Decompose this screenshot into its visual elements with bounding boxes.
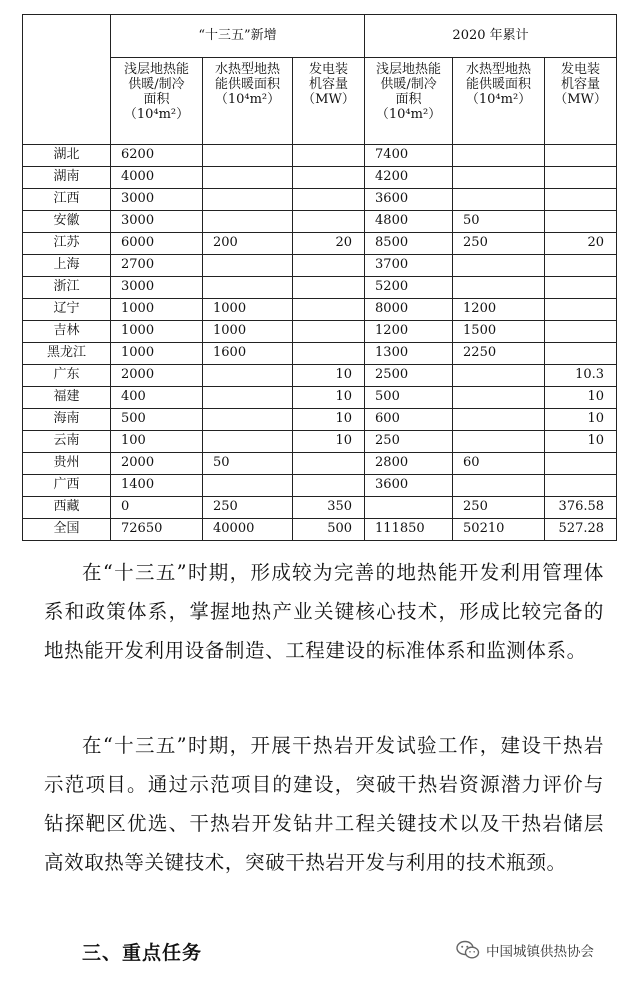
province-cell: 吉林 [23,321,111,343]
value-cell [545,167,617,189]
value-cell: 1000 [111,299,203,321]
value-cell: 376.58 [545,497,617,519]
value-cell: 20 [293,233,365,255]
value-cell: 1400 [111,475,203,497]
table-row [23,343,617,365]
value-cell: 1000 [203,299,293,321]
column-header-line: （10⁴m²） [465,91,532,107]
value-cell [453,167,545,189]
value-cell: 10.3 [545,365,617,387]
table-row [23,365,617,387]
value-cell: 500 [365,387,453,409]
value-cell: 0 [111,497,203,519]
value-cell [293,255,365,277]
column-header-line: 浅层地热能 [123,62,189,77]
province-cell: 江西 [23,189,111,211]
table-row [23,453,617,475]
value-cell: 10 [545,387,617,409]
column-header-line: （MW） [302,91,355,107]
column-header [111,58,203,145]
value-cell [545,299,617,321]
column-header-line: （10⁴m²） [214,91,281,107]
value-cell: 10 [545,431,617,453]
wechat-icon [456,940,480,960]
column-header-line: （10⁴m²） [375,106,442,122]
value-cell: 3000 [111,211,203,233]
column-header-line: 机容量 [561,76,601,92]
geothermal-table [22,14,617,541]
province-cell: 广东 [23,365,111,387]
value-cell: 8000 [365,299,453,321]
table-row [23,475,617,497]
table-row [23,409,617,431]
province-cell: 湖南 [23,167,111,189]
value-cell: 2250 [453,343,545,365]
value-cell: 10 [545,409,617,431]
value-cell: 50210 [453,519,545,541]
province-cell: 上海 [23,255,111,277]
watermark [456,940,594,960]
table-row [23,277,617,299]
value-cell [293,189,365,211]
table-row [23,519,617,541]
value-cell: 40000 [203,519,293,541]
table-row [23,145,617,167]
value-cell [545,343,617,365]
value-cell [203,211,293,233]
column-header-line: 面积 [395,91,422,107]
province-cell: 全国 [23,519,111,541]
value-cell [293,475,365,497]
value-cell [453,189,545,211]
paragraph-2: 在“十三五”时期，开展干热岩开发试验工作，建设干热岩示范项目。通过示范项目的建设，突破干热岩资源潜力评价与钻探靶区优选、干热岩开发钻井工程关键技术以及干热岩储层高效取热等关键技术，突破干热岩开发与利用的技术瓶颈。 [44,734,604,874]
column-header-line: （10⁴m²） [123,106,190,122]
province-cell: 贵州 [23,453,111,475]
column-header-line: 浅层地热能 [376,62,442,77]
column-header-line: 水热型地热 [466,62,532,77]
table-row [23,497,617,519]
column-header-line: （MW） [554,91,607,107]
value-cell [293,277,365,299]
province-cell: 云南 [23,431,111,453]
province-cell: 福建 [23,387,111,409]
table-row [23,167,617,189]
province-cell: 海南 [23,409,111,431]
group-header-new: “十三五”新增 [111,15,365,58]
value-cell [203,145,293,167]
value-cell: 72650 [111,519,203,541]
value-cell: 250 [365,431,453,453]
table-row [23,233,617,255]
value-cell: 2000 [111,365,203,387]
value-cell: 8500 [365,233,453,255]
value-cell [545,321,617,343]
column-header [453,58,545,145]
value-cell: 10 [293,409,365,431]
value-cell: 500 [293,519,365,541]
value-cell: 250 [203,497,293,519]
column-header-line: 发电装 [309,62,349,77]
value-cell: 200 [203,233,293,255]
column-header-line: 发电装 [561,62,601,77]
value-cell: 1000 [111,343,203,365]
province-cell: 西藏 [23,497,111,519]
value-cell [293,211,365,233]
value-cell: 3600 [365,475,453,497]
value-cell: 1000 [203,321,293,343]
value-cell: 350 [293,497,365,519]
table-row [23,255,617,277]
value-cell: 10 [293,387,365,409]
value-cell: 6200 [111,145,203,167]
column-header [203,58,293,145]
table-corner-cell [23,15,111,145]
column-header-line: 能供暖面积 [214,76,280,92]
province-cell: 安徽 [23,211,111,233]
value-cell: 60 [453,453,545,475]
column-header-line: 能供暖面积 [466,76,532,92]
value-cell: 4800 [365,211,453,233]
value-cell [545,255,617,277]
value-cell [203,167,293,189]
value-cell: 3000 [111,277,203,299]
value-cell [203,189,293,211]
column-header-line: 供暖/制冷 [128,76,185,92]
column-header-line: 面积 [143,91,170,107]
value-cell [203,387,293,409]
value-cell: 1600 [203,343,293,365]
section-heading: 三、重点任务 [82,942,203,964]
value-cell [545,277,617,299]
table-row [23,431,617,453]
value-cell [203,431,293,453]
value-cell [203,255,293,277]
value-cell [293,167,365,189]
value-cell: 10 [293,365,365,387]
value-cell: 7400 [365,145,453,167]
value-cell: 6000 [111,233,203,255]
value-cell: 10 [293,431,365,453]
paragraph-1: 在“十三五”时期，形成较为完善的地热能开发利用管理体系和政策体系，掌握地热产业关键核心技术，形成比较完备的地热能开发利用设备制造、工程建设的标准体系和监测体系。 [44,561,604,662]
value-cell: 50 [203,453,293,475]
value-cell [545,475,617,497]
value-cell: 250 [453,497,545,519]
value-cell: 2000 [111,453,203,475]
value-cell: 1500 [453,321,545,343]
table-row [23,387,617,409]
province-cell: 黑龙江 [23,343,111,365]
value-cell: 20 [545,233,617,255]
column-header-line: 机容量 [309,76,349,92]
value-cell [365,497,453,519]
value-cell: 1200 [453,299,545,321]
column-header [293,58,365,145]
value-cell [453,145,545,167]
value-cell [545,453,617,475]
value-cell [545,211,617,233]
value-cell: 1200 [365,321,453,343]
value-cell: 600 [365,409,453,431]
table-row [23,189,617,211]
value-cell: 100 [111,431,203,453]
value-cell: 4000 [111,167,203,189]
value-cell: 3000 [111,189,203,211]
value-cell [293,299,365,321]
value-cell [545,145,617,167]
column-header [365,58,453,145]
watermark-text: 中国城镇供热协会 [486,944,594,960]
table-row [23,299,617,321]
value-cell [203,365,293,387]
value-cell: 527.28 [545,519,617,541]
value-cell: 1300 [365,343,453,365]
province-cell: 江苏 [23,233,111,255]
value-cell [203,475,293,497]
value-cell [453,365,545,387]
group-header-total: 2020 年累计 [365,15,617,58]
value-cell: 2700 [111,255,203,277]
value-cell [453,277,545,299]
province-cell: 广西 [23,475,111,497]
value-cell: 111850 [365,519,453,541]
value-cell [293,343,365,365]
value-cell: 1000 [111,321,203,343]
value-cell: 3700 [365,255,453,277]
value-cell [453,409,545,431]
value-cell [453,255,545,277]
value-cell [203,277,293,299]
value-cell: 500 [111,409,203,431]
table-group-header-row [23,15,617,58]
value-cell: 5200 [365,277,453,299]
value-cell [293,453,365,475]
value-cell: 50 [453,211,545,233]
column-header-line: 水热型地热 [214,62,280,77]
value-cell [453,431,545,453]
table-row [23,321,617,343]
value-cell: 400 [111,387,203,409]
value-cell: 2500 [365,365,453,387]
province-cell: 辽宁 [23,299,111,321]
value-cell [293,321,365,343]
column-header [545,58,617,145]
province-cell: 湖北 [23,145,111,167]
value-cell [293,145,365,167]
value-cell: 250 [453,233,545,255]
value-cell [545,189,617,211]
value-cell [453,475,545,497]
table-body [23,145,617,541]
province-cell: 浙江 [23,277,111,299]
value-cell [453,387,545,409]
value-cell [203,409,293,431]
value-cell: 3600 [365,189,453,211]
column-header-line: 供暖/制冷 [380,76,437,92]
value-cell: 2800 [365,453,453,475]
table-column-header-row [23,58,617,145]
value-cell: 4200 [365,167,453,189]
table-row [23,211,617,233]
